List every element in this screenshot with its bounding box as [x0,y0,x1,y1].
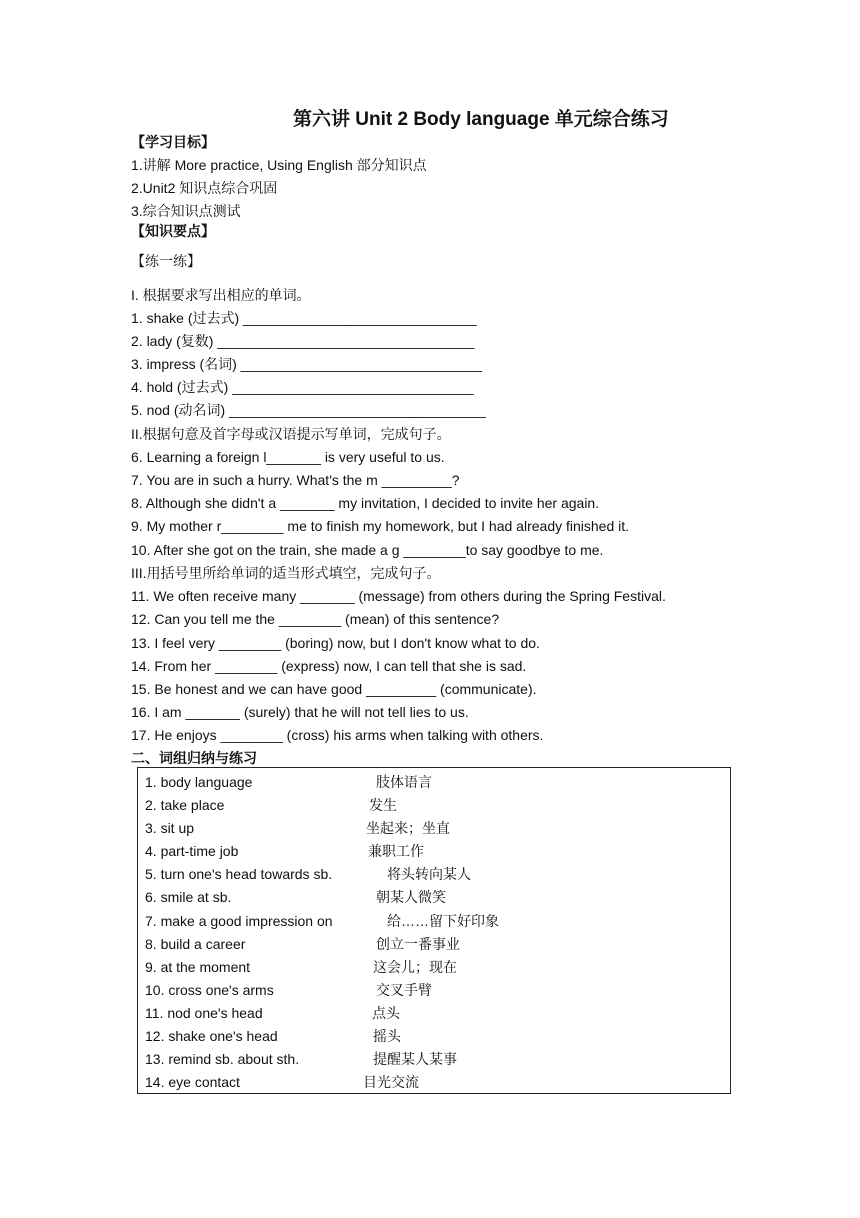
phrase-row [145,958,457,976]
question-item: 17. He enjoys ________ (cross) his arms when talking with others. [131,727,544,743]
practice-header: 【练一练】 [131,253,201,269]
phrase-row [145,796,397,814]
phrase-zh: 肢体语言 [376,774,432,790]
question-item: 1. shake (过去式) ______________________________ [131,310,477,326]
phrase-en: 10. cross one's arms [145,982,274,998]
part1-instruction: I. 根据要求写出相应的单词。 [131,287,311,303]
goal-item: 3.综合知识点测试 [131,203,241,219]
phrase-row [145,773,432,791]
question-item: 11. We often receive many _______ (message) from others during the Spring Festival. [131,588,666,604]
goals-header: 【学习目标】 [131,134,215,150]
question-item: 7. You are in such a hurry. What's the m _________? [131,472,460,488]
phrase-en: 14. eye contact [145,1074,240,1090]
phrase-en: 6. smile at sb. [145,889,232,905]
phrase-row [145,935,460,953]
phrase-zh: 目光交流 [363,1074,419,1090]
question-item: 10. After she got on the train, she made a g ________to say goodbye to me. [131,542,604,558]
question-item: 9. My mother r________ me to finish my homework, but I had already finished it. [131,518,630,534]
phrase-zh: 这会儿；现在 [373,959,457,975]
phrase-row [145,981,432,999]
question-item: 3. impress (名词) _______________________________ [131,356,483,372]
question-item: 4. hold (过去式) _______________________________ [131,379,474,395]
phrase-row [145,1073,419,1091]
phrase-row [145,888,446,906]
phrase-zh: 给……留下好印象 [387,913,499,929]
phrase-en: 9. at the moment [145,959,251,975]
phrases-header: 二、词组归纳与练习 [131,750,257,766]
phrase-zh: 创立一番事业 [376,936,460,952]
phrase-row [145,819,450,837]
phrase-row [145,1027,401,1045]
question-item: 15. Be honest and we can have good _________ (communicate). [131,681,537,697]
phrase-table [137,767,731,1094]
phrase-en: 1. body language [145,774,253,790]
phrase-en: 2. take place [145,797,225,813]
phrase-zh: 坐起来；坐直 [366,820,450,836]
question-item: 16. I am _______ (surely) that he will not tell lies to us. [131,704,469,720]
phrase-en: 7. make a good impression on [145,913,333,929]
question-item: 12. Can you tell me the ________ (mean) of this sentence? [131,611,500,627]
phrase-zh: 兼职工作 [368,843,424,859]
page-title: 第六讲 Unit 2 Body language 单元综合练习 [293,109,669,130]
part3-instruction: III.用括号里所给单词的适当形式填空，完成句子。 [131,565,441,581]
phrase-en: 12. shake one's head [145,1028,278,1044]
phrase-zh: 交叉手臂 [376,982,432,998]
points-header: 【知识要点】 [131,223,215,239]
goal-item: 2.Unit2 知识点综合巩固 [131,180,278,196]
phrase-row [145,865,471,883]
phrase-zh: 将头转向某人 [387,866,471,882]
phrase-en: 8. build a career [145,936,246,952]
phrase-zh: 摇头 [373,1028,401,1044]
phrase-en: 3. sit up [145,820,195,836]
phrase-en: 11. nod one's head [145,1005,263,1021]
phrase-zh: 发生 [369,797,397,813]
phrase-zh: 点头 [372,1005,400,1021]
question-item: 8. Although she didn't a _______ my invitation, I decided to invite her again. [131,495,600,511]
phrase-zh: 提醒某人某事 [373,1051,457,1067]
question-item: 6. Learning a foreign l_______ is very useful to us. [131,449,445,465]
question-item: 13. I feel very ________ (boring) now, but I don't know what to do. [131,635,540,651]
phrase-row [145,1004,400,1022]
question-item: 2. lady (复数) _________________________________ [131,333,475,349]
phrase-en: 13. remind sb. about sth. [145,1051,300,1067]
phrase-en: 5. turn one's head towards sb. [145,866,333,882]
phrase-zh: 朝某人微笑 [376,889,446,905]
question-item: 5. nod (动名词) _________________________________ [131,402,486,418]
phrase-row [145,912,499,930]
phrase-row [145,842,424,860]
phrase-row [145,1050,457,1068]
part2-instruction: II.根据句意及首字母或汉语提示写单词，完成句子。 [131,426,451,442]
goal-item: 1.讲解 More practice, Using English 部分知识点 [131,157,427,173]
question-item: 14. From her ________ (express) now, I can tell that she is sad. [131,658,527,674]
phrase-en: 4. part-time job [145,843,239,859]
